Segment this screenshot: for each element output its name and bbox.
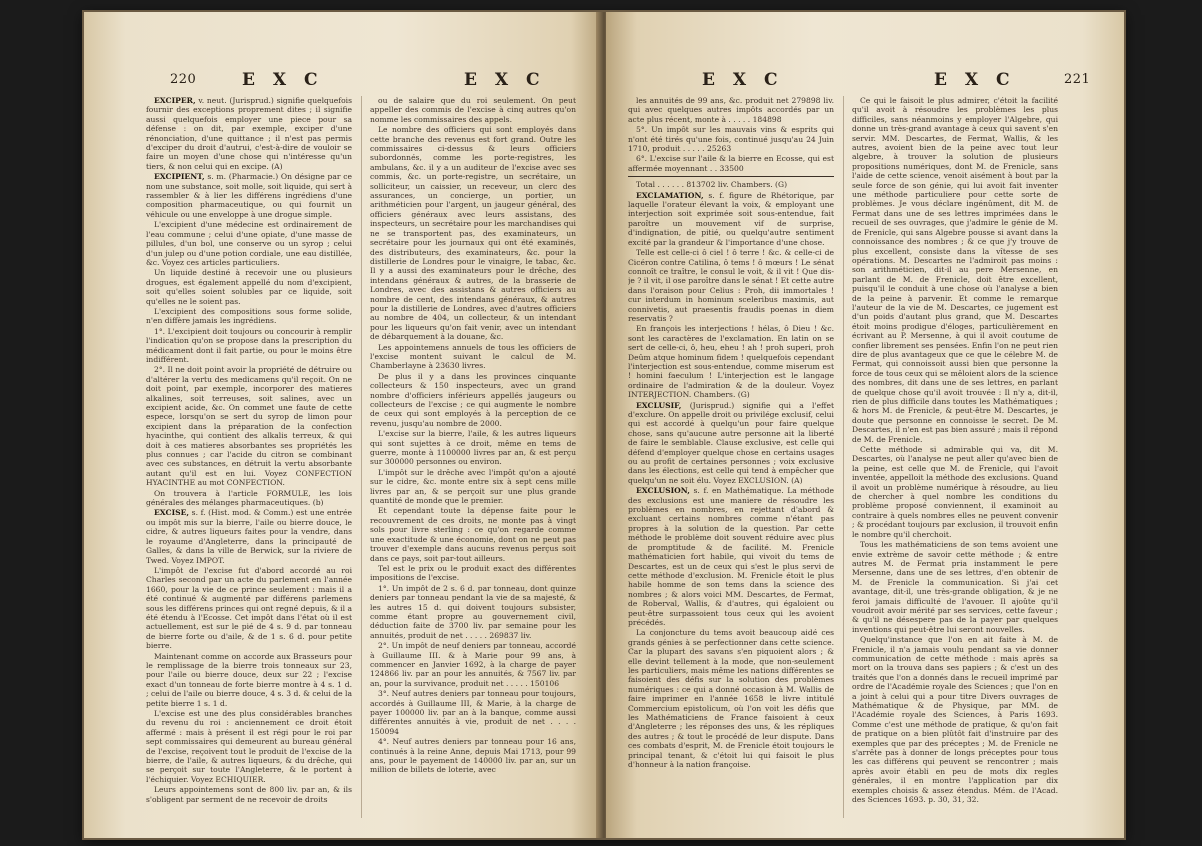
paragraph (146, 785, 352, 804)
entry-headword: EXCLUSIF, (636, 400, 682, 410)
paragraph (146, 652, 352, 708)
right-column-1 (628, 96, 834, 826)
entry-text: les annuités de 99 ans, &c. produit net 279898 liv. qui avec quelques autres impôts accordés par un acte plus récent, monte à . . . . . 184898 (628, 96, 834, 124)
entry-text: 1°. Un impôt de 2 s. 6 d. par tonneau, dont quinze deniers par tonneau pendant la vie de sa majesté, & les autres 15 d. qui doivent toujours subsister, comme étant propre au gouvernement civil, déduction faite de 3700 liv. par semaine pour les annuités, produit de net . . . . . 269837 liv. (370, 583, 576, 640)
entry-text: 3°. Neuf autres deniers par tonneau pour toujours, accordés à Guillaume III, & Marie, à la charge de payer 100000 liv. par an à la banque, comme aussi différentes annuités à vie, produit de net . . . . 150094 (370, 689, 576, 736)
entry-text: Le nombre des officiers qui sont employés dans cette branche des revenus est fort grand. Outre les commissaires ci-dessus & leurs officiers subordonnés, comme les porte-registres, les ambulans, &c. il y a un auditeur de l'excise avec ses commis, &c. un porte-registre, un secrétaire, un solliciteur, un caissier, un receveur, un clerc des assurances, un concierge, un portier, un arithméticien pour l'argent, un jaugeur général, des officiers généraux avec leurs assistans, des inspecteurs, un secrétaire pour les marchandises qui ne se transportent pas, des examinateurs, un secrétaire pour les journaux qui ont été examinés, des distributeurs, des examinateurs, &c. pour la distillerie de Londres pour le vinaigre, le tabac, &c. Il y a aussi des examinateurs pour le drêche, des intendans généraux & autres, de la brasserie de Londres, avec des assistans & autres officiers au nombre de cent, des intendans généraux, & autres pour la distillerie de Londres, avec d'autres officiers au nombre de 404, un collecteur, & un intendant pour les liqueurs qu'on fait venir, avec un intendant de débarquement à la douane, &c. (370, 125, 576, 342)
paragraph (370, 689, 576, 736)
entry-text: s. f. (Hist. mod. & Comm.) est une entrée ou impôt mis sur la bierre, l'aile ou bierre douce, le cidre, & autres liqueurs faites pour la vendre, dans le royaume d'Angleterre, dans la principauté de Galles, & dans la ville de Berwick, sur la riviere de Twed. Voyez IMPOT. (146, 508, 352, 565)
paragraph (146, 709, 352, 784)
paragraph (370, 584, 576, 640)
paragraph (146, 508, 352, 564)
entry-text: On trouvera à l'article FORMULE, les lois générales des mélanges pharmaceutiques. (b) (146, 488, 352, 508)
entry-text: L'impôt sur le drêche avec l'impôt qu'on a ajouté sur le cidre, &c. monte entre six à sept cens mille livres par an, & se perçoit sur une plus grande quantité de monde que le premier. (370, 467, 576, 506)
entry-text: Maintenant comme on accorde aux Brasseurs pour le remplissage de la bierre trois tonneaux sur 23, pour l'aile ou bierre douce, deux sur 22 ; l'excise exact d'un tonneau de forte bierre montre à 4 s. 1 d. ; celui de l'aile ou bierre douce, 4 s. 3 d. & celui de la petite bierre 1 s. 1 d. (146, 651, 352, 708)
paragraph (628, 324, 834, 399)
left-column-1 (146, 96, 352, 826)
entry-text: 6°. L'excise sur l'aile & la bierre en Ecosse, qui est affermée moyennant . . 33500 (628, 154, 834, 173)
entry-text: s. m. (Pharmacie.) On désigne par ce nom une substance, soit molle, soit liquide, qui sert à rassembler & à lier les différens ingrédiens d'une composition pharmaceutique, ou qui fournit un véhicule ou une enveloppe à une drogue simple. (146, 172, 352, 219)
entry-text: La conjoncture du tems avoit beaucoup aidé ces grands génies à se perfectionner dans cette science. Car la plupart des savans s'en piquoient alors ; & elle devint tellement à la mode, que non-seulement les particuliers, mais même les nations différentes se faisoient des défis sur la solution des problèmes numériques : ce qui a donné occasion à M. Wallis de faire imprimer en l'année 1658 le livre intitulé Commercium epistolicum, où l'on voit les défis que les Mathématiciens de France faisoient à ceux d'Angleterre ; les réponses des uns, & les répliques des autres ; & tout le procédé de leur dispute. Dans ces combats d'esprit, M. de Frenicle étoit toujours le principal tenant, & c'étoit lui qui faisoit le plus d'honneur à la nation françoise. (628, 628, 834, 770)
paragraph (370, 468, 576, 506)
paragraph (146, 307, 352, 326)
entry-text: 4°. Neuf autres deniers par tonneau pour 16 ans, continués à la reine Anne, depuis Mai 1713, pour 99 ans, pour le payement de 140000 liv. par an, sur un million de billets de loterie, avec (370, 737, 576, 775)
entry-text: L'excise est une des plus considérables branches du revenu du roi : anciennement ce droit étoit affermé : mais à présent il est régi pour le roi par sept commissaires qui demeurent au bureau général de l'excise, reçoivent tout le produit de l'excise de la bierre, de l'aile, & autres liqueurs, & du drêche, qui se perçoit sur toute l'Angleterre, & le portent à l'échiquier. Voyez ECHIQUIER. (146, 709, 352, 784)
entry-text: v. neut. (Jurisprud.) signifie quelquefois fournir des exceptions proprement dites ; il signifie aussi quelquefois employer une piece pour sa défense : on dit, par exemple, exciper d'une rénonciation, d'une quittance ; il n'est pas permis d'exciper du droit d'autrui, c'est-à-dire de vouloir se faire un moyen d'une chose qui n'intéresse qu'un tiers, & non celui qui en excipe. (A) (146, 96, 352, 171)
entry-text: 2°. Un impôt de neuf deniers par tonneau, accordé à Guillaume III. & à Marie pour 99 ans, à commencer en Janvier 1692, à la charge de payer 124866 liv. par an pour les annuités, & 7567 liv. par an, pour la survivance, produit net . . . . . 150106 (370, 641, 576, 688)
entry-headword: EXCISE, (154, 508, 190, 518)
left-page (84, 12, 602, 838)
entry-text: Un liquide destiné à recevoir une ou plusieurs drogues, est également appellé du nom d'excipient, soit qu'elles soient solubles par ce liquide, soit qu'elles ne le soient pas. (146, 268, 352, 306)
paragraph (628, 180, 834, 189)
paragraph (146, 489, 352, 508)
right-column-2 (852, 96, 1058, 826)
entry-text: s. f. figure de Rhétorique, par laquelle l'orateur élevant la voix, & employant une interjection soit exprimée soit sous-entendue, fait paroître un mouvement vif de surprise, d'indignation, de pitié, ou quelqu'autre sentiment excité par la grandeur & l'importance d'une chose. (628, 190, 834, 247)
entry-text: En françois les interjections ! hélas, ô Dieu ! &c. sont les caractères de l'exclamation. En latin on se sert de celle-ci, ô, heu, eheu ! ah ! proh superi, proh Deûm atque hominum fidem ! quelquefois cependant l'interjection est sous-entendue, comme miserum est ! homini faeculum ! L'interjection est le langage ordinaire de l'admiration & de la douleur. Voyez INTERJECTION. Chambers. (G) (628, 324, 834, 400)
paragraph (628, 401, 834, 486)
entry-text: Tous les mathématiciens de son tems avoient une envie extrème de savoir cette méthode ; & entre autres M. de Fermat pria instamment le pere Mersenne, dans une de ses lettres, d'en obtenir de M. de Frenicle la communication. Si j'ai cet avantage, dit-il, une très-grande obligation, & je ne feroi jamais difficulté de l'avouer. Il ajoûte qu'il voudroit avoir mérité par ses services, cette faveur ; & qu'il ne désespere pas de la payer par quelques inventions qui peut-être lui seront nouvelles. (852, 540, 1058, 634)
entry-text: 1°. L'excipient doit toujours ou concourir à remplir l'indication qu'on se propose dans la prescription du médicament dont il fait partie, ou pour le moins être indifférent. (146, 326, 352, 364)
entry-text: L'excipient des compositions sous forme solide, n'en diffère jamais les ingrédiens. (146, 306, 352, 326)
entry-text: Leurs appointemens sont de 800 liv. par an, & ils s'obligent par serment de ne recevoir de droits (146, 785, 352, 804)
entry-text: Les appointemens annuels de tous les officiers de l'excise montent suivant le calcul de M. Chamberlayne à 23630 livres. (370, 342, 576, 371)
entry-text: Telle est celle-ci ô ciel ! ô terre ! &c. & celle-ci de Cicéron contre Catilina, ô tems ! ô mœurs ! Le sénat connoît ce traître, le consul le voit, & il vit ! Que dis-je ? il vit, il ose paroître dans le sénat ! Et cette autre dans l'oraison pour Celius : Proh, dii immortales ! cur interdum in hominum sceleribus maximis, aut connivetis, aut praesentis fraudis poenas in diem reservatis ? (628, 248, 834, 323)
paragraph (370, 737, 576, 775)
paragraph (370, 641, 576, 688)
entry-headword: EXCLAMATION, (636, 190, 704, 200)
entry-headword: EXCIPER, (154, 96, 196, 105)
paragraph (628, 486, 834, 627)
paragraph (146, 96, 352, 171)
paragraph (370, 372, 576, 428)
total-rule (628, 176, 834, 177)
paragraph (146, 327, 352, 365)
entry-text: L'excipient d'une médecine est ordinairement de l'eau commune ; celui d'une opiate, d'une masse de pillules, d'un bol, une conserve ou un syrop ; celui d'un julep ou d'une potion cordiale, une eau distillée, &c. Voyez ces articles particuliers. (146, 220, 352, 267)
paragraph (852, 540, 1058, 634)
right-page (606, 12, 1124, 838)
paragraph (370, 96, 576, 124)
entry-text: Et cependant toute la dépense faite pour le recouvrement de ces droits, ne monte pas à vingt sols pour livre sterling : ce qu'on regarde comme une exactitude & une économie, dont on ne peut pas trouver d'exemple dans aucuns revenus perçus soit dans ce pays, soit par-tout ailleurs. (370, 506, 576, 563)
paragraph (370, 429, 576, 467)
paragraph (852, 445, 1058, 539)
paragraph (852, 96, 1058, 444)
paragraph (628, 628, 834, 769)
paragraph (370, 506, 576, 562)
column-divider (843, 96, 844, 818)
paragraph (146, 172, 352, 219)
entry-text: Quelqu'instance que l'on en ait faite à M. de Frenicle, il n'a jamais voulu pendant sa vie donner communication de cette méthode : mais après sa mort on la trouva dans ses papiers ; & c'est un des traités que l'on a donnés dans le recueil imprimé par ordre de l'Académie royale des Sciences ; que l'on en a joint à celui qui a pour titre Divers ouvrages de Mathématique & de Physique, par MM. de l'Académie royale des Sciences, à Paris 1693. Comme c'est une méthode de pratique, & qu'on fait de pratique on a bien plûtôt fait d'instruire par des exemples que par des préceptes ; M. de Frenicle ne s'arrête pas à donner de longs préceptes pour tous les cas différens qui peuvent se rencontrer ; mais après avoir établi en peu de mots dix regles générales, il en montre l'application par dix exemples choisis & assez étendus. Mém. de l'Acad. des Sciences 1693. p. 30, 31, 32. (852, 635, 1058, 805)
paragraph (370, 125, 576, 341)
running-head-right-2: E X C (934, 70, 1016, 90)
book-spread (84, 12, 1124, 838)
entry-text: Tel est le prix ou le produit exact des différentes impositions de l'excise. (370, 563, 576, 583)
entry-text: 5°. Un impôt sur les mauvais vins & esprits qui n'ont été tirés qu'une fois, continué jusqu'au 24 Juin 1710, produit . . . . . 25263 (628, 125, 834, 154)
paragraph (852, 635, 1058, 804)
paragraph (146, 566, 352, 651)
paragraph (628, 96, 834, 124)
entry-text: (Jurisprud.) signifie qui a l'effet d'exclure. On appelle droit ou privilége exclusif, celui qui est accordé à quelqu'un pour faire quelque chose, sans qu'aucune autre personne ait la liberté de faire le semblable. Clause exclusive, est celle qui défend d'employer quelque chose en certains usages ou au profit de certaines personnes ; voix exclusive dans les élections, est celle qui tend à empêcher que quelqu'un ne soit élu. Voyez EXCLUSION. (A) (628, 400, 834, 485)
entry-headword: EXCLUSION, (636, 486, 690, 496)
left-column-2 (370, 96, 576, 826)
paragraph (146, 220, 352, 267)
entry-text: L'impôt de l'excise fut d'abord accordé au roi Charles second par un acte du parlement en l'année 1660, pour la vie de ce prince seulement : mais il a été continué & augmenté par différens parlemens sous les différens princes qui ont regné depuis, & il a été étendu à l'Ecosse. Cet impôt dans l'état où il est actuellement, est sur le pié de 4 s. 9 d. par tonneau de bierre forte ou d'aile, & de 1 s. 6 d. pour petite bierre. (146, 565, 352, 651)
running-head-left-2: E X C (464, 70, 546, 90)
entry-text: s. f. en Mathématique. La méthode des exclusions est une maniere de résoudre les problèmes en nombres, en rejettant d'abord & excluant certains nombres comme n'étant pas propres à la solution de la question. Par cette méthode le problème doit souvent réduire avec plus de promptitude & de facilité. M. Frenicle mathématicien fort habile, qui vivoit du tems de Descartes, est un de ceux qui s'est le plus servi de cette méthode d'exclusion. M. Frenicle étoit le plus habile homme de son tems dans la science des nombres ; & alors voici MM. Descartes, de Fermat, de Roberval, Wallis, & d'autres, qui égaloient ou peut-être surpassoient tous ceux qui les avoient précédés. (628, 486, 834, 627)
paragraph (628, 125, 834, 153)
entry-text: De plus il y a dans les provinces cinquante collecteurs & 150 inspecteurs, avec un grand nombre d'officiers inférieurs appellés jaugeurs ou collecteurs de l'excise ; ce qui augmente le nombre de ceux qui sont employés à la perception de ce revenu, jusqu'au nombre de 2000. (370, 371, 576, 428)
entry-text: L'excise sur la bierre, l'aile, & les autres liqueurs qui sont sujettes à ce droit, même en tems de guerre, monte à 1100000 livres par an, & est perçu sur 300000 personnes ou environ. (370, 429, 576, 467)
entry-text: 2°. Il ne doit point avoir la propriété de détruire ou d'altérer la vertu des medicamens qu'il reçoit. On ne doit point, par exemple, incorporer des matieres alkalines, soit terreuses, soit salines, avec un excipient acide, &c. On commet une faute de cette espece, lorsqu'on se sert du syrop de limon pour excipient dans la préparation de la confection hyacinthe, qui contient des alkalis terreux, & qui doit à ces matieres absorbantes ses propriétés les plus connues ; car l'acide du citron se combinant avec ces substances, en détruit la vertu absorbante autant qu'il est en lui. Voyez CONFECTION HYACINTHE au mot CONFECTION. (146, 365, 352, 488)
total-text: Total . . . . . . 813702 liv. Chambers. (G) (636, 180, 788, 190)
column-divider (361, 96, 362, 818)
paragraph (146, 365, 352, 487)
paragraph (370, 343, 576, 371)
page-number-right: 221 (1064, 72, 1091, 87)
entry-text: Ce qui le faisoit le plus admirer, c'étoit la facilité qu'il avoit à résoudre les problèmes les plus difficiles, sans néanmoins y employer l'Algebre, qui donne un très-grand avantage à ceux qui savent s'en servir. MM. Descartes, de Fermat, Wallis, & les autres, avoient bien de la peine avec tout leur algebre, à trouver la solution de plusieurs propositions numériques, dont M. de Frenicle, sans l'aide de cette science, venoit aisément à bout par la seule force de son génie, qui lui avoit fait inventer une méthode particuliere pour cette sorte de problèmes. Je vous déclare ingénûment, dit M. de Fermat dans une de ses lettres imprimées dans le recueil de ses ouvrages, que j'admire le génie de M. de Frenicle, qui sans Algebre pousse si avant dans la connoissance des nombres ; & ce que j'y trouve de plus excellent, consiste dans la vîtesse de ses opérations. M. Descartes ne l'admiroit pas moins : son arithméticien, dit-il au pere Mersenne, en parlant de M. de Frenicle, doit être excellent, puisqu'il le conduit à une chose où l'analyse a bien de la peine à parvenir. Et comme le remarque l'auteur de la vie de M. Descartes, ce jugement est d'un poids d'autant plus grand, que M. Descartes étoit moins prodigue d'éloges, particulièrement en écrivant au P. Mersenne, à qui il avoit coutume de confier librement ses pensées. Enfin l'on ne peut rien dire de plus avantageux que ce que le célebre M. de Fermat, qui connoissoit aussi bien que personne la force de tous ceux qui se mêloient alors de la science des nombres, dit dans une de ses lettres, en parlant de quelque chose qu'il avoit trouvée : Il n'y a, dit-il, rien de plus difficile dans toutes les Mathématiques ; & hors M. de Frenicle, & peut-être M. Descartes, je doute que personne en connoisse le secret. De M. Descartes, il n'en est pas bien assuré ; mais il répond de M. de Frenicle. (852, 96, 1058, 444)
entry-text: ou de salaire que du roi seulement. On peut appeller des commis de l'excise à cinq autres qu'on nomme les commissaires des appels. (370, 96, 576, 124)
paragraph (628, 154, 834, 173)
paragraph (628, 248, 834, 323)
running-head-left-1: E X C (242, 70, 324, 90)
paragraph (628, 191, 834, 247)
page-number-left: 220 (170, 72, 197, 87)
paragraph (146, 268, 352, 306)
paragraph (370, 564, 576, 583)
entry-text: Cette méthode si admirable qui va, dit M. Descartes, où l'analyse ne peut aller qu'avec bien de la peine, est celle que M. de Frenicle, qui l'avoit inventée, appelloit la méthode des exclusions. Quand il avoit un problème numérique à résoudre, au lieu de chercher à quel nombre les conditions du problème proposé conviennent, il examinoit au contraire à quels nombres elles ne peuvent convenir ; & procédant toujours par exclusion, il trouvoit enfin le nombre qu'il cherchoit. (852, 445, 1058, 539)
entry-headword: EXCIPIENT, (154, 172, 205, 182)
running-head-right-1: E X C (702, 70, 784, 90)
